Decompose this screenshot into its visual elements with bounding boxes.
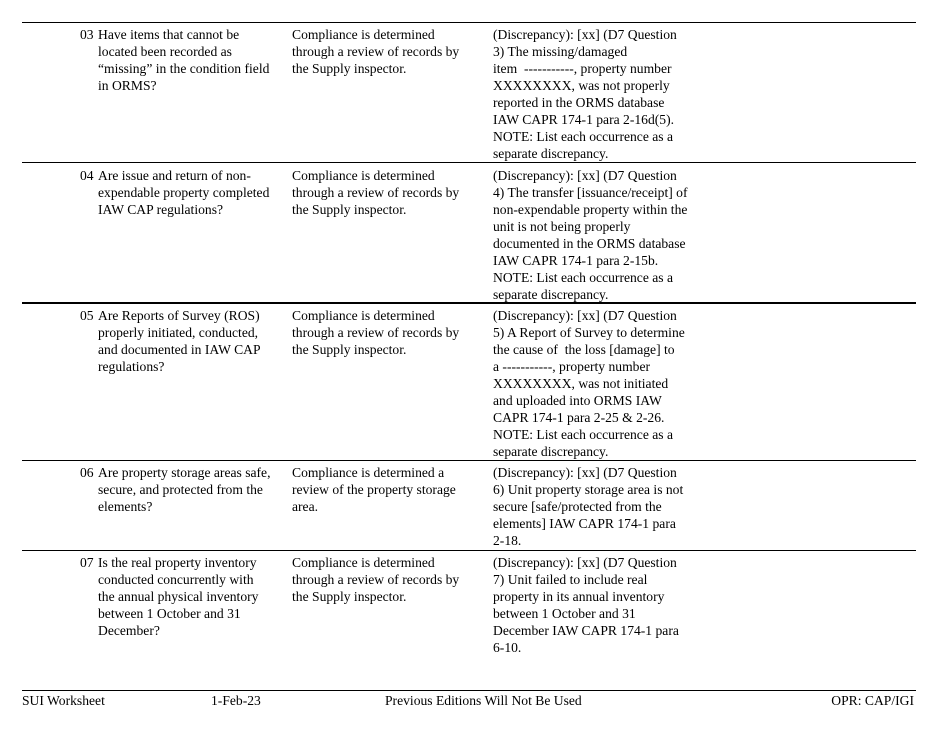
compliance-cell: Compliance is determined a review of the property storage area. bbox=[292, 465, 456, 514]
footer-opr: OPR: CAP/IGI bbox=[831, 693, 914, 708]
footer-rule bbox=[22, 690, 916, 691]
item-number: 06 bbox=[80, 465, 94, 480]
compliance-cell: Compliance is determined through a review of records by the Supply inspector. bbox=[292, 555, 460, 604]
row-divider bbox=[22, 460, 916, 461]
row-divider bbox=[22, 162, 916, 163]
row-divider bbox=[22, 550, 916, 551]
compliance-cell: Compliance is determined through a review of records by the Supply inspector. bbox=[292, 27, 460, 76]
footer-title: SUI Worksheet bbox=[22, 693, 105, 708]
item-number: 05 bbox=[80, 308, 94, 323]
item-number: 03 bbox=[80, 27, 94, 42]
item-number: 04 bbox=[80, 168, 94, 183]
compliance-cell: Compliance is determined through a review of records by the Supply inspector. bbox=[292, 308, 460, 357]
discrepancy-cell: (Discrepancy): [xx] (D7 Question 6) Unit property storage area is not secure [safe/protected from the elements] IAW CAPR 174-1 para 2-18. bbox=[493, 465, 684, 548]
discrepancy-cell: (Discrepancy): [xx] (D7 Question 5) A Report of Survey to determine the cause of the loss [damage] to a -----------, property number XXXXXXXX, was not initiated and uploaded into ORMS IAW CAPR 174-1 para 2-25 & 2-26. NOTE: List each occurrence as a separate discrepancy. bbox=[493, 308, 685, 459]
page-footer bbox=[0, 692, 950, 710]
question-cell: Are property storage areas safe, secure, and protected from the elements? bbox=[98, 465, 271, 514]
question-cell: Have items that cannot be located been recorded as “missing” in the condition field in ORMS? bbox=[98, 27, 270, 93]
question-cell: Are issue and return of non- expendable property completed IAW CAP regulations? bbox=[98, 168, 270, 217]
discrepancy-cell: (Discrepancy): [xx] (D7 Question 7) Unit failed to include real property in its annual inventory between 1 October and 31 December IAW CAPR 174-1 para 6-10. bbox=[493, 555, 679, 655]
row-divider bbox=[22, 302, 916, 304]
item-number: 07 bbox=[80, 555, 94, 570]
table-top-rule bbox=[22, 22, 916, 23]
compliance-cell: Compliance is determined through a review of records by the Supply inspector. bbox=[292, 168, 460, 217]
question-cell: Are Reports of Survey (ROS) properly initiated, conducted, and documented in IAW CAP regulations? bbox=[98, 308, 261, 374]
footer-notice: Previous Editions Will Not Be Used bbox=[385, 693, 582, 708]
question-cell: Is the real property inventory conducted concurrently with the annual physical inventory between 1 October and 31 December? bbox=[98, 555, 259, 638]
discrepancy-cell: (Discrepancy): [xx] (D7 Question 4) The transfer [issuance/receipt] of non-expendable property within the unit is not being properly documented in the ORMS database IAW CAPR 174-1 para 2-15b. NOTE: List each occurrence as a separate discrepancy. bbox=[493, 168, 688, 302]
footer-date: 1-Feb-23 bbox=[211, 693, 261, 708]
discrepancy-cell: (Discrepancy): [xx] (D7 Question 3) The missing/damaged item -----------, property number XXXXXXXX, was not properly reported in the ORMS database IAW CAPR 174-1 para 2-16d(5). NOTE: List each occurrence as a separate discrepancy. bbox=[493, 27, 677, 161]
